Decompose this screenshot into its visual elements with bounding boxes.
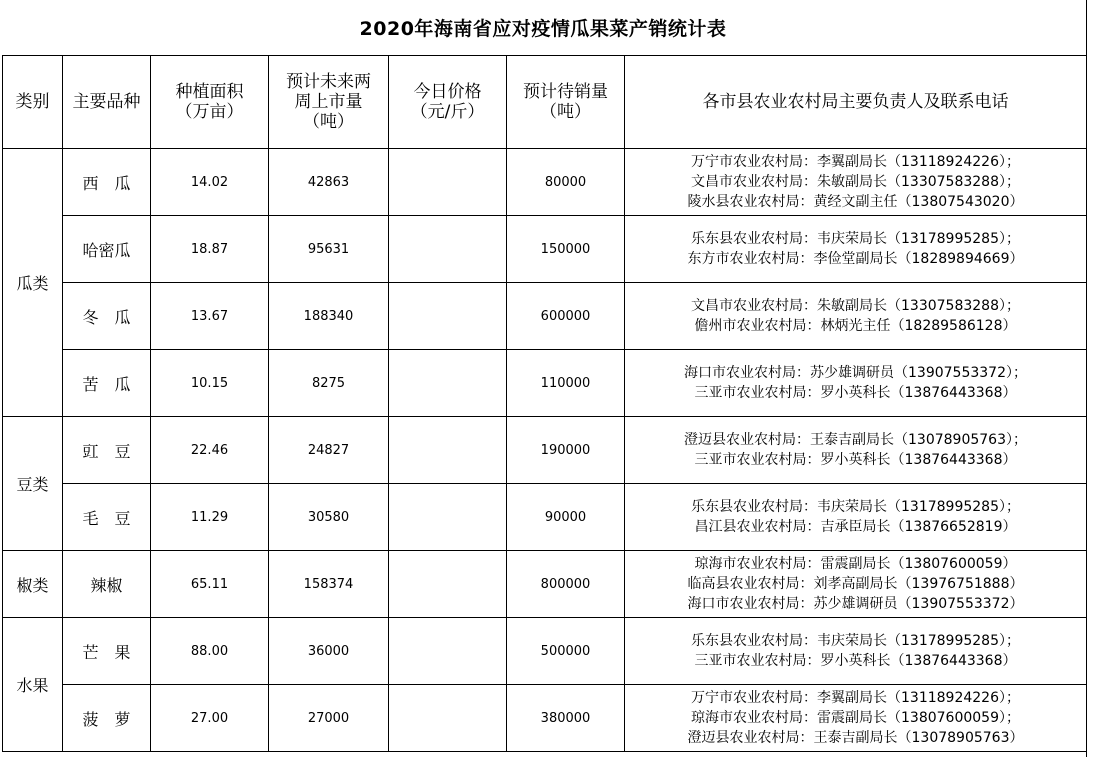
forecast-cell: 42863 (269, 149, 389, 216)
statistics-table (2, 55, 1087, 752)
price-cell (389, 283, 507, 350)
forecast-cell: 8275 (269, 350, 389, 417)
sheet-title: 2020年海南省应对疫情瓜果菜产销统计表 (359, 18, 727, 40)
price-cell (389, 685, 507, 752)
contacts-cell: 琼海市农业农村局：雷震副局长（13807600059） 临高县农业农村局：刘孝高副局长（13976751888） 海口市农业农村局：苏少雄调研员（13907553372） (625, 551, 1087, 618)
table-row (3, 484, 1087, 551)
header-category: 类别 (3, 56, 63, 149)
forecast-cell: 188340 (269, 283, 389, 350)
pending-cell: 80000 (507, 149, 625, 216)
pending-cell: 600000 (507, 283, 625, 350)
pending-cell: 190000 (507, 417, 625, 484)
variety-cell: 菠 萝 (63, 685, 151, 752)
pending-cell: 90000 (507, 484, 625, 551)
price-cell (389, 149, 507, 216)
area-cell: 13.67 (151, 283, 269, 350)
contacts-cell: 乐东县农业农村局：韦庆荣局长（13178995285）； 昌江县农业农村局：吉承臣局长（13876652819） (625, 484, 1087, 551)
table-row (3, 551, 1087, 618)
forecast-cell: 36000 (269, 618, 389, 685)
table-row (3, 417, 1087, 484)
header-variety: 主要品种 (63, 56, 151, 149)
pending-cell: 150000 (507, 216, 625, 283)
area-cell: 22.46 (151, 417, 269, 484)
forecast-cell: 158374 (269, 551, 389, 618)
pending-cell: 380000 (507, 685, 625, 752)
price-cell (389, 417, 507, 484)
contacts-cell: 万宁市农业农村局：李翼副局长（13118924226）； 文昌市农业农村局：朱敏副局长（13307583288）； 陵水县农业农村局：黄经文副主任（13807543020） (625, 149, 1087, 216)
forecast-cell: 24827 (269, 417, 389, 484)
contacts-cell: 万宁市农业农村局：李翼副局长（13118924226）； 琼海市农业农村局：雷震副局长（13807600059）； 澄迈县农业农村局：王泰吉副局长（13078905763） (625, 685, 1087, 752)
header-contacts: 各市县农业农村局主要负责人及联系电话 (625, 56, 1087, 149)
variety-cell: 西 瓜 (63, 149, 151, 216)
category-cell: 椒类 (3, 551, 63, 618)
pending-cell: 110000 (507, 350, 625, 417)
area-cell: 65.11 (151, 551, 269, 618)
header-forecast: 预计未来两 周上市量 （吨） (269, 56, 389, 149)
price-cell (389, 216, 507, 283)
forecast-cell: 27000 (269, 685, 389, 752)
variety-cell: 辣椒 (63, 551, 151, 618)
area-cell: 11.29 (151, 484, 269, 551)
area-cell: 18.87 (151, 216, 269, 283)
contacts-cell: 澄迈县农业农村局：王泰吉副局长（13078905763）； 三亚市农业农村局：罗小英科长（13876443368） (625, 417, 1087, 484)
variety-cell: 冬 瓜 (63, 283, 151, 350)
header-price: 今日价格 （元/斤） (389, 56, 507, 149)
variety-cell: 哈密瓜 (63, 216, 151, 283)
forecast-cell: 95631 (269, 216, 389, 283)
price-cell (389, 551, 507, 618)
table-row (3, 149, 1087, 216)
variety-cell: 芒 果 (63, 618, 151, 685)
price-cell (389, 618, 507, 685)
header-pending: 预计待销量 （吨） (507, 56, 625, 149)
contacts-cell: 乐东县农业农村局：韦庆荣局长（13178995285）； 三亚市农业农村局：罗小英科长（13876443368） (625, 618, 1087, 685)
contacts-cell: 乐东县农业农村局：韦庆荣局长（13178995285）； 东方市农业农村局：李俭堂副局长（18289894669） (625, 216, 1087, 283)
category-cell: 豆类 (3, 417, 63, 551)
area-cell: 88.00 (151, 618, 269, 685)
area-cell: 27.00 (151, 685, 269, 752)
header-area: 种植面积 （万亩） (151, 56, 269, 149)
table-row (3, 216, 1087, 283)
pending-cell: 500000 (507, 618, 625, 685)
table-row (3, 685, 1087, 752)
table-row (3, 350, 1087, 417)
contacts-cell: 海口市农业农村局：苏少雄调研员（13907553372）； 三亚市农业农村局：罗小英科长（13876443368） (625, 350, 1087, 417)
table-row (3, 283, 1087, 350)
table-row (3, 618, 1087, 685)
category-cell: 瓜类 (3, 149, 63, 417)
contacts-cell: 文昌市农业农村局：朱敏副局长（13307583288）； 儋州市农业农村局：林炳光主任（18289586128） (625, 283, 1087, 350)
pending-cell: 800000 (507, 551, 625, 618)
variety-cell: 豇 豆 (63, 417, 151, 484)
area-cell: 14.02 (151, 149, 269, 216)
variety-cell: 苦 瓜 (63, 350, 151, 417)
category-cell: 水果 (3, 618, 63, 752)
area-cell: 10.15 (151, 350, 269, 417)
variety-cell: 毛 豆 (63, 484, 151, 551)
header-row (3, 56, 1087, 149)
price-cell (389, 484, 507, 551)
forecast-cell: 30580 (269, 484, 389, 551)
price-cell (389, 350, 507, 417)
